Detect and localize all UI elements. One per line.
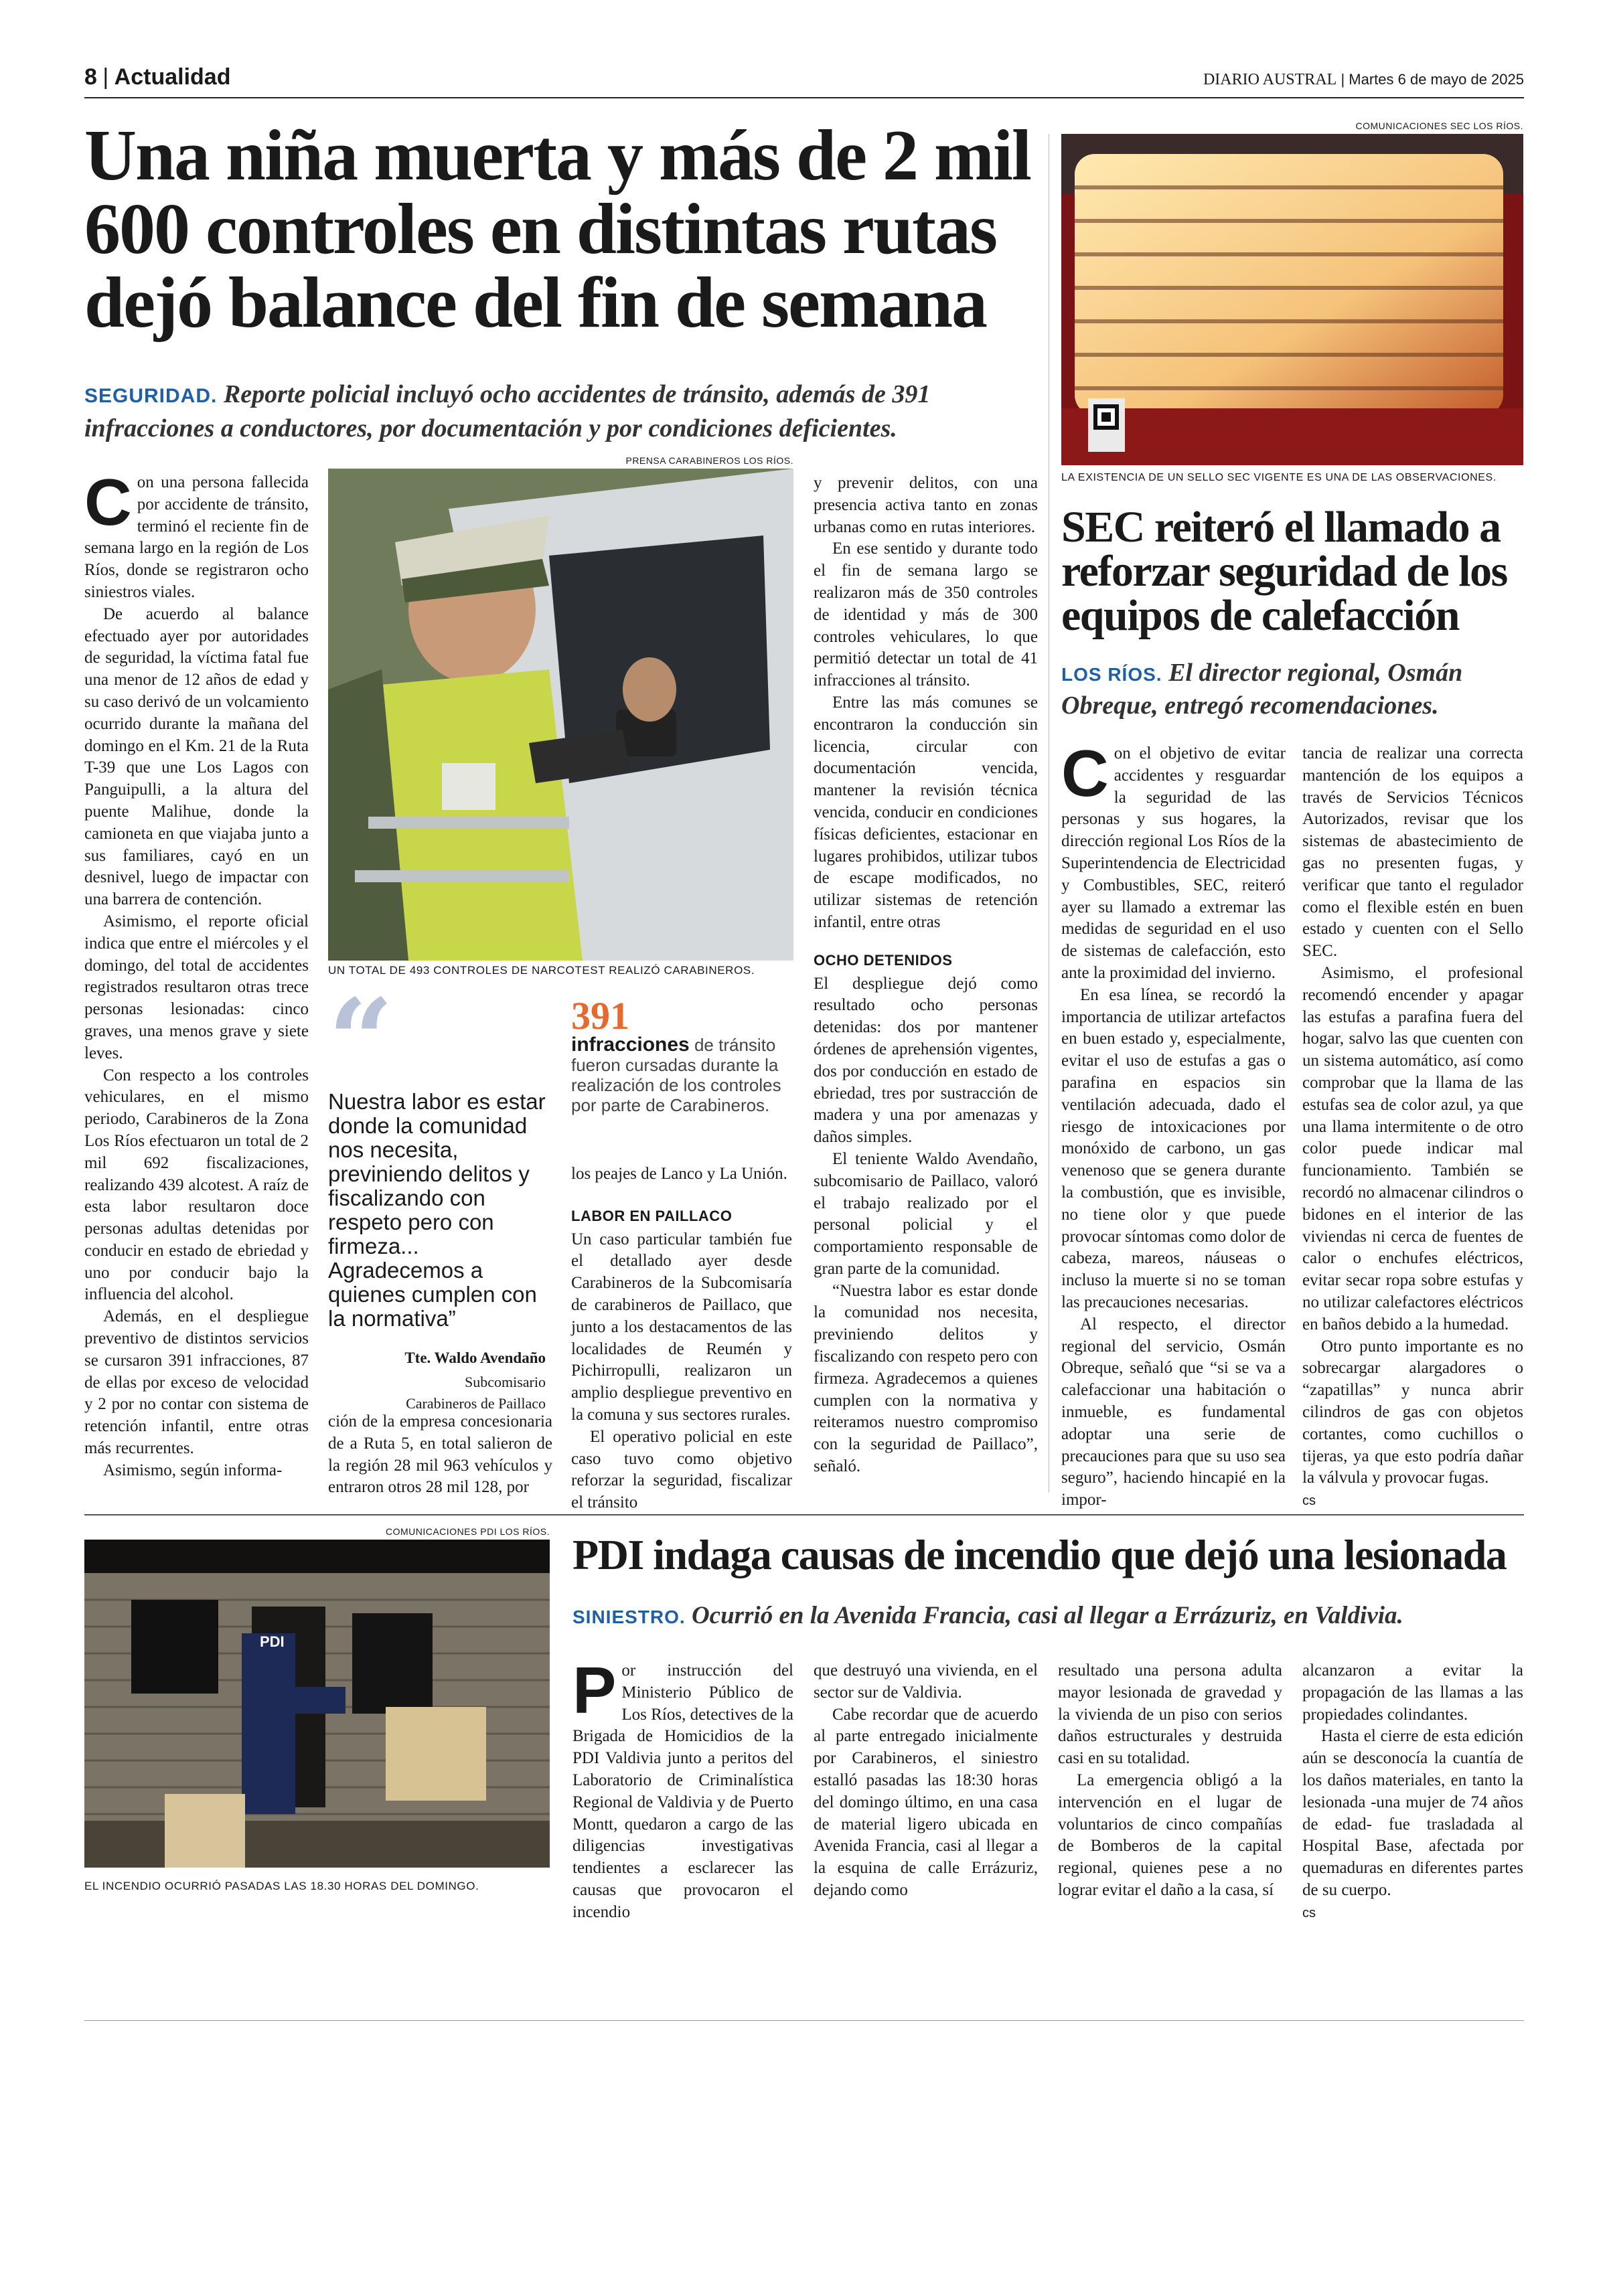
heater-illustration	[1061, 134, 1523, 465]
story3-paragraph: Cabe recordar que de acuerdo al parte entregado inicialmente por Carabineros, el siniestro estalló pasadas las 18:30 horas del domingo último, en una casa de material ligero ubicada en Avenida Francia, casi al llegar a la esquina de calle Errázuriz, dejando como	[814, 1705, 1038, 1899]
pdi-sign: PDI	[260, 1633, 285, 1650]
story1-column-4	[814, 473, 1038, 1478]
story1-paragraph: ción de la empresa concesionaria de a Ruta 5, en total salieron de la región 28 mil 963 vehículos y entraron otros 28 mil 128, por	[328, 1412, 552, 1497]
story1-paragraph: y prevenir delitos, con una presencia activa tanto en zonas urbanas como en rutas interiores.	[814, 474, 1038, 536]
story3-deck	[572, 1601, 1530, 1632]
stat-label: infracciones	[571, 1034, 690, 1056]
issue-date: Martes 6 de mayo de 2025	[1349, 71, 1524, 88]
story3-column-4	[1302, 1660, 1523, 1924]
end-mark-icon: cs	[1302, 1493, 1316, 1509]
story3-column-3	[1058, 1660, 1282, 1902]
story1-paragraph: Un caso particular también fue el detallado ayer desde Carabineros de la Subcomisaría de carabineros de Paillaco, que junto a los destacamentos de las localidades de Reumén y Pichirropulli, realizaron un amplio despliegue preventivo en la comuna y sus sectores rurales.	[571, 1230, 792, 1424]
end-mark-icon: cs	[1302, 1905, 1316, 1920]
story1-photo	[328, 469, 793, 961]
story3-column-1	[572, 1653, 793, 1924]
story2-column-1	[1061, 736, 1286, 1511]
story1-paragraph: los peajes de Lanco y La Unión.	[571, 1165, 787, 1183]
burned-house-illustration	[84, 1540, 550, 1868]
story3-photo	[84, 1540, 550, 1868]
pull-quote-text: Nuestra labor es estar donde la comunidad nos necesita, previniendo delitos y fiscalizando con respeto pero con firmeza... Agradecemos a quienes cumplen con la normativa”	[328, 1089, 546, 1331]
story1-column-3	[571, 1163, 792, 1514]
story1-kicker: SEGURIDAD.	[84, 385, 218, 407]
story2-kicker: LOS RÍOS.	[1061, 664, 1162, 685]
story1-paragraph: on una persona fallecida por accidente de tránsito, terminó el reciente fin de semana largo en la región de Los Ríos, donde se registraron ocho siniestros viales.	[84, 473, 309, 601]
paper-name: DIARIO AUSTRAL	[1203, 71, 1337, 88]
story2-paragraph: Otro punto importante es no sobrecargar alargadores o “zapatillas” y nunca abrir cilindros de gas con objetos cortantes, como cuchillos o tijeras, ya que esto podría dañar la válvula y provocar fugas.	[1302, 1337, 1523, 1487]
story2-photo-caption: LA EXISTENCIA DE UN SELLO SEC VIGENTE ES UNA DE LAS OBSERVACIONES.	[1061, 472, 1497, 483]
story3-paragraph: que destruyó una vivienda, en el sector sur de Valdivia.	[814, 1661, 1038, 1702]
story1-paragraph: Además, en el despliegue preventivo de distintos servicios se cursaron 391 infracciones, 87 de ellas por exceso de velocidad y 2 por no contar con sistema de retención infantil, entre otras más recurrentes.	[84, 1307, 309, 1458]
story3-paragraph: Hasta el cierre de esta edición aún se desconocía la cuantía de los daños materiales, en tanto la lesionada -una mujer de 74 años de edad- fue trasladada al Hospital Base, afectada por quemaduras en diferentes partes de su cuerpo.	[1302, 1727, 1523, 1899]
story1-photo-caption: UN TOTAL DE 493 CONTROLES DE NARCOTEST REALIZÓ CARABINEROS.	[328, 964, 755, 977]
story3-photo-caption: EL INCENDIO OCURRIÓ PASADAS LAS 18.30 HORAS DEL DOMINGO.	[84, 1880, 479, 1892]
section-rule	[84, 1514, 1524, 1515]
story3-headline: PDI indaga causas de incendio que dejó una lesionada	[572, 1531, 1507, 1578]
story2-column-2	[1302, 743, 1523, 1512]
story1-paragraph: Asimismo, el reporte oficial indica que entre el miércoles y el domingo, del total de accidentes registrados resultaron otras trece personas lesionadas: cinco graves, una menos grave y siete leves.	[84, 912, 309, 1062]
header-rule	[84, 97, 1524, 98]
section-name: Actualidad	[114, 64, 231, 90]
quote-author: Tte. Waldo Avendaño	[404, 1349, 546, 1366]
story2-paragraph: Asimismo, el profesional recomendó encender y apagar las estufas a parafina fuera del hogar, salvo las que cuenten con un sistema automático, así como comprobar que la llama de las estufas sea de color azul, ya que una llama intermitente o de otro color puede indicar mal funcionamiento. También se recordó no almacenar cilindros o bidones en el interior de las viviendas ni cerca de fuentes de calor o enchufes eléctricos, evitar secar ropa sobre estufas y no utilizar calefactores eléctricos en baños debido a la humedad.	[1302, 963, 1523, 1333]
story1-dropcap: C	[84, 465, 132, 539]
story2-photo-credit: COMUNICACIONES SEC LOS RÍOS.	[1355, 120, 1523, 131]
story2-paragraph: En esa línea, se recordó la importancia de utilizar artefactos en buen estado y, especialmente, evitar el uso de estufas a gas o parafina en espacios sin ventilación adecuada, dado el riesgo de intoxicaciones por monóxido de carbono, un gas venenoso que se genera durante la combustión, que es invisible, no tiene olor y que puede provocar síntomas como dolor de cabeza, mareos, náuseas o incluso la muerte si no se toman las precauciones necesarias.	[1061, 985, 1286, 1311]
story1-subhead: OCHO DETENIDOS	[814, 951, 953, 969]
story1-paragraph: En ese sentido y durante todo el fin de semana largo se realizaron más de 350 controles de identidad y más de 300 controles vehiculares, lo que permitió detectar un total de 41 infracciones al tránsito.	[814, 540, 1038, 690]
story3-column-2	[814, 1660, 1038, 1902]
bottom-rule	[84, 2020, 1524, 2021]
story3-paragraph: La emergencia obligó a la intervención en el lugar de voluntarios de cinco compañías de Bomberos de la capital regional, quienes pese a no lograr evitar el daño a la casa, sí	[1058, 1771, 1282, 1899]
story3-deck-text: Ocurrió en la Avenida Francia, casi al llegar a Errázuriz, en Valdivia.	[691, 1602, 1403, 1629]
story1-deck	[84, 378, 1049, 444]
story1-paragraph: “Nuestra labor es estar donde la comunidad nos necesita, previniendo delitos y fiscalizando con respeto pero con firmeza. Agradecemos a quienes cumplen con la normativa y reiteramos nuestro compromiso con la seguridad de Paillaco”, señaló.	[814, 1281, 1038, 1476]
story2-deck-text: El director regional, Osmán Obreque, entregó recomendaciones.	[1061, 659, 1463, 720]
story2-paragraph: Al respecto, el director regional del servicio, Osmán Obreque, señaló que “si se va a calefaccionar una habitación o inmueble, es fundamental adoptar una serie de precauciones para que su uso sea seguro”, haciendo hincapié en la impor-	[1061, 1315, 1286, 1509]
story2-dropcap: C	[1061, 736, 1109, 810]
story3-dropcap: P	[572, 1653, 617, 1727]
story2-paragraph: tancia de realizar una correcta mantención de los equipos a través de Servicios Técnicos Autorizados, revisar que los sistemas de abastecimiento de gas no presenten fugas, y verificar que tanto el regulador como el flexible estén en buen estado y cuenten con el Sello SEC.	[1302, 744, 1523, 961]
story1-paragraph: Con respecto a los controles vehiculares, en el mismo periodo, Carabineros de la Zona Los Ríos efectuaron un total de 2 mil 692 fiscalizaciones, realizando 439 alcotest. A raíz de esta labor resultaron doce personas adultas detenidas por conducir en estado de ebriedad y uno por conducir bajo la influencia del alcohol.	[84, 1066, 309, 1304]
quote-mark-icon: “	[328, 974, 394, 1108]
stat-box	[571, 994, 792, 1115]
stat-text: de tránsito fueron cursadas durante la realización de los controles por parte de Carabineros.	[571, 1035, 781, 1115]
story1-paragraph: El operativo policial en este caso tuvo como objetivo reforzar la seguridad, fiscalizar el tránsito	[571, 1427, 792, 1512]
quote-role: Subcomisario	[465, 1374, 546, 1390]
pull-quote	[328, 974, 546, 1412]
page-header: 8 | Actualidad DIARIO AUSTRAL | Martes 6 de mayo de 2025	[84, 64, 1524, 90]
story2-photo	[1061, 134, 1523, 465]
story1-paragraph: El despliegue dejó como resultado ocho personas detenidas: dos por mantener órdenes de aprehensión vigentes, dos por conducción en estado de ebriedad, tres por sustracción de madera y una por amenazas y daños simples.	[814, 974, 1038, 1147]
story2-deck	[1061, 657, 1523, 721]
story1-paragraph: Entre las más comunes se encontraron la conducción sin licencia, circular con documentación vencida, mantener la revisión técnica vencida, conducir en condiciones físicas deficientes, estacionar en lugares prohibidos, utilizar tubos de escape modificados, no utilizar sistemas de retención infantil, entre otras	[814, 693, 1038, 931]
story2-paragraph: on el objetivo de evitar accidentes y resguardar la seguridad de las personas y sus hogares, la dirección regional Los Ríos de la Superintendencia de Electricidad y Combustibles, SEC, reiteró ayer su llamado a extremar las medidas de seguridad en el uso de sistemas de calefacción, esto ante la proximidad del invierno.	[1061, 744, 1286, 982]
story3-paragraph: alcanzaron a evitar la propagación de las llamas a las propiedades colindantes.	[1302, 1661, 1523, 1724]
story1-paragraph: El teniente Waldo Avendaño, subcomisario de Paillaco, valoró el trabajo realizado por el personal policial y el comportamiento responsable de gran parte de la comunidad.	[814, 1149, 1038, 1278]
quote-org: Carabineros de Paillaco	[406, 1395, 546, 1412]
story3-kicker: SINIESTRO.	[572, 1607, 686, 1627]
story1-deck-text: Reporte policial incluyó ocho accidentes de tránsito, además de 391 infracciones a conductores, por documentación y por condiciones deficientes.	[84, 380, 931, 442]
story1-paragraph: Asimismo, según informa-	[103, 1461, 283, 1479]
story1-subhead: LABOR EN PAILLACO	[571, 1207, 733, 1224]
story3-photo-credit: COMUNICACIONES PDI LOS RÍOS.	[385, 1526, 550, 1537]
story1-column-1	[84, 465, 309, 1482]
story1-column-2-bottom	[328, 1411, 552, 1499]
stat-number: 391	[571, 994, 629, 1038]
story1-photo-credit: PRENSA CARABINEROS LOS RÍOS.	[625, 455, 793, 466]
story1-paragraph: De acuerdo al balance efectuado ayer por autoridades de seguridad, la víctima fatal fue una menor de 12 años de edad y su caso derivó de un volcamiento ocurrido durante la mañana del domingo en el Km. 21 de la Ruta T-39 que une Los Lagos con Panguipulli, a la altura del puente Malihue, donde la camioneta en que viajaba junto a sus familiares, cayó en un desnivel, luego de impactar con una barrera de contención.	[84, 604, 309, 909]
police-officer-illustration	[328, 469, 793, 961]
story2-headline: SEC reiteró el llamado a reforzar seguridad de los equipos de calefacción	[1061, 503, 1507, 640]
story1-headline: Una niña muerta y más de 2 mil 600 controles en distintas rutas dejó balance del fin de semana	[84, 116, 1031, 343]
story3-paragraph: or instrucción del Ministerio Público de Los Ríos, detectives de la Brigada de Homicidios de la PDI Valdivia junto a peritos del Laboratorio de Criminalística Regional de Valdivia y de Puerto Montt, quedaron a cargo de las diligencias investigativas tendientes a esclarecer las causas que provocaron el incendio	[572, 1661, 793, 1921]
story3-paragraph: resultado una persona adulta mayor lesionada de gravedad y la vivienda de un piso con serios daños estructurales y destruida casi en su totalidad.	[1058, 1661, 1282, 1768]
page-number: 8	[84, 64, 97, 90]
